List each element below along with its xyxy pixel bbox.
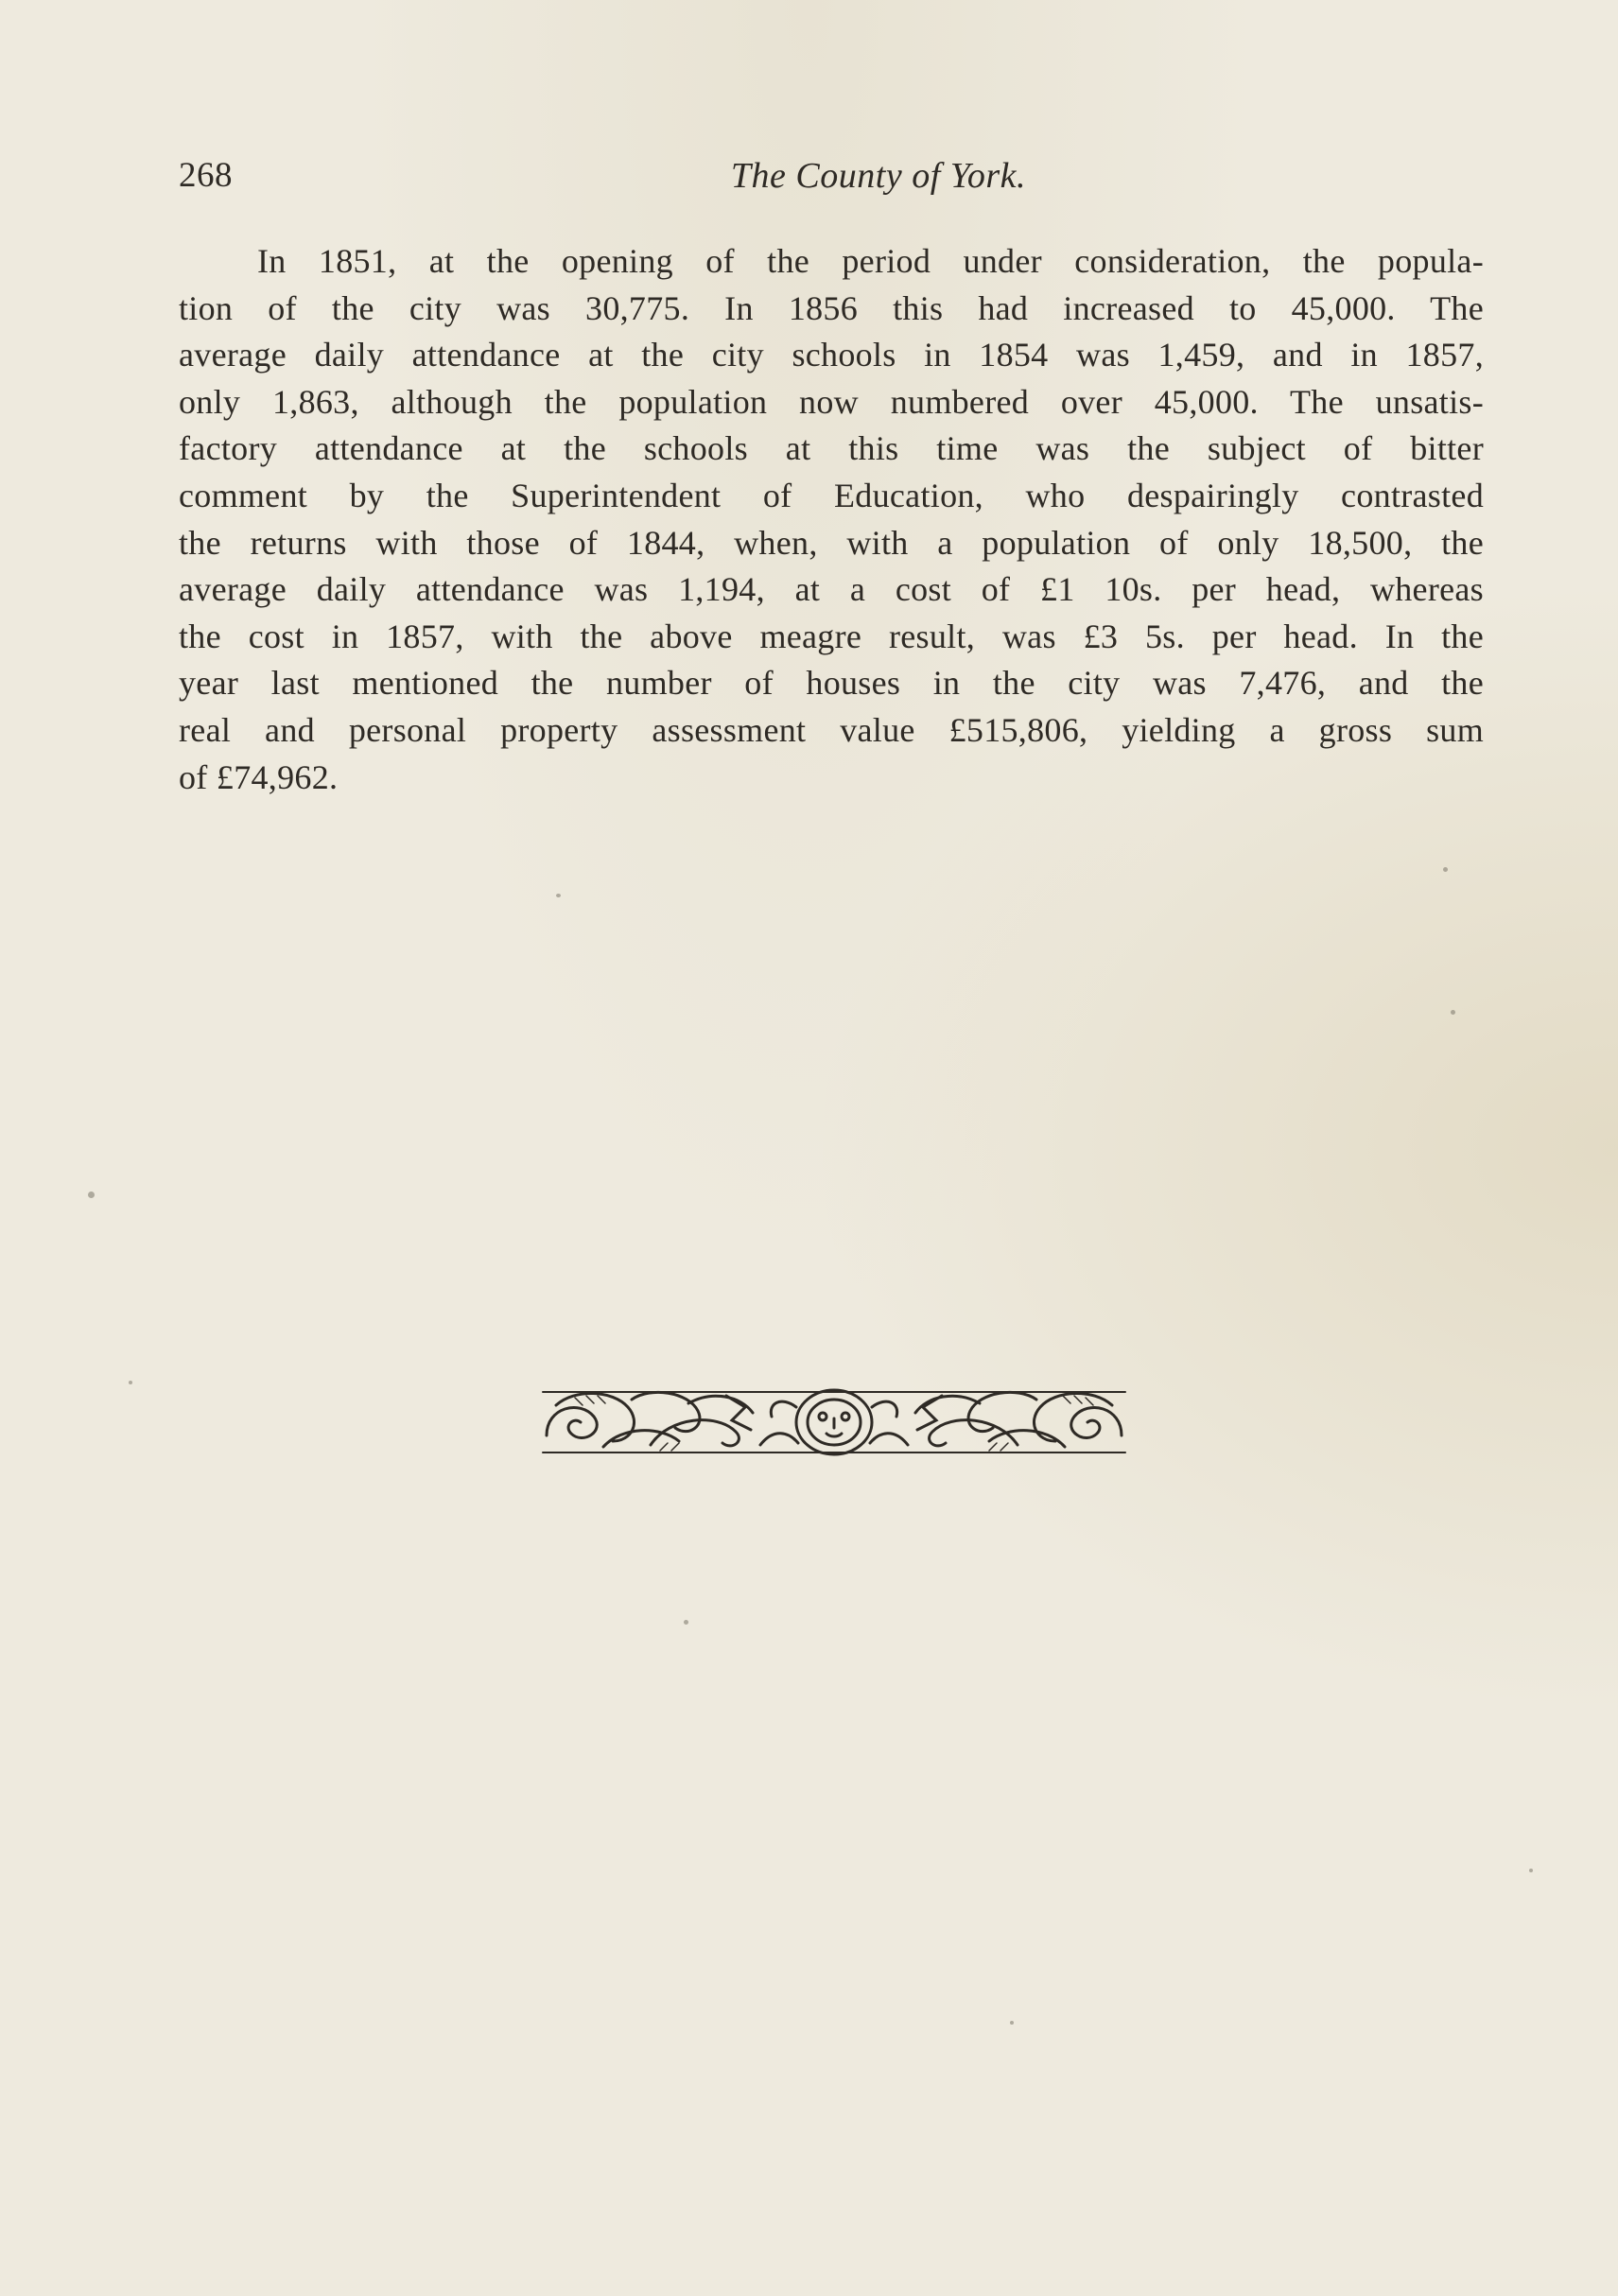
paper-speck xyxy=(1010,2021,1014,2025)
paper-speck xyxy=(1443,867,1448,872)
paper-speck xyxy=(556,894,561,897)
paper-speck xyxy=(88,1191,95,1198)
text-line: In 1851, at the opening of the period under consideration, the popula- xyxy=(257,242,1484,280)
text-line: year last mentioned the number of houses in the city was 7,476, and the xyxy=(179,664,1484,703)
paper-speck xyxy=(1451,1010,1455,1015)
text-line: real and personal property assessment value £515,806, yielding a gross sum xyxy=(179,710,1484,749)
text-line: the cost in 1857, with the above meagre result, was £3 5s. per head. In the xyxy=(179,617,1484,655)
text-line: of £74,962. xyxy=(179,757,339,796)
text-line: average daily attendance was 1,194, at a cost of £1 10s. per head, whereas xyxy=(179,570,1484,609)
running-head xyxy=(179,149,1484,202)
text-line: tion of the city was 30,775. In 1856 this had increased to 45,000. The xyxy=(179,288,1484,327)
body-paragraph xyxy=(179,238,1484,801)
text-line: factory attendance at the schools at this time was the subject of bitter xyxy=(179,429,1484,468)
text-line: only 1,863, although the population now numbered over 45,000. The unsatis- xyxy=(179,382,1484,421)
paper-speck xyxy=(129,1381,132,1384)
tailpiece-ornament-icon xyxy=(537,1379,1131,1464)
text-line: comment by the Superintendent of Education, who despairingly contrasted xyxy=(179,476,1484,514)
paper-speck xyxy=(1529,1869,1533,1872)
text-line: the returns with those of 1844, when, with a population of only 18,500, the xyxy=(179,523,1484,562)
paper-speck xyxy=(684,1620,688,1625)
running-title: The County of York. xyxy=(730,156,1027,196)
page-number: 268 xyxy=(179,156,233,195)
text-line: average daily attendance at the city schools in 1854 was 1,459, and in 1857, xyxy=(179,336,1484,374)
